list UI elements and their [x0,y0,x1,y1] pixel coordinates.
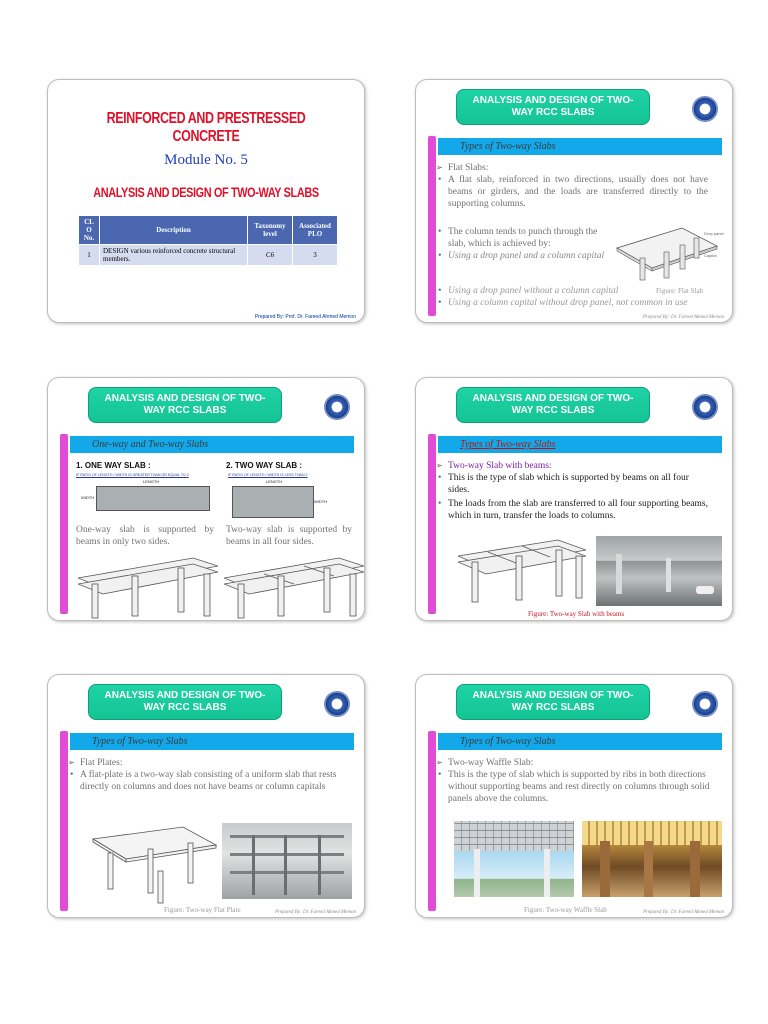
figure-caption: Figure: Two-way Flat Plate [164,906,241,914]
accent-bar [428,731,436,911]
width-label: WIDTH [81,495,95,500]
slide-banner: ANALYSIS AND DESIGN OF TWO-WAY RCC SLABS [456,684,650,720]
flat-plate-building-photo [222,823,352,899]
slide-banner: ANALYSIS AND DESIGN OF TWO-WAY RCC SLABS [88,684,282,720]
two-way-description: Two-way slab is supported by beams in all four sides. [226,525,352,547]
slide-6-waffle-slab [415,674,733,918]
slide-text [68,757,340,793]
photo-column [544,849,550,897]
slide-footer: Prepared By: Dr. Fareed Ahmed Memon [643,910,724,915]
table-header-row [79,216,338,245]
photo-column [644,841,653,897]
two-way-slab-shape [232,486,314,518]
cell-plo: 3 [293,245,338,266]
photo-floor [230,853,344,856]
sub-bullet: • Using a drop panel without a column capital [436,285,728,297]
col-header-plo: Associated PLO [293,216,338,245]
photo-column [252,835,255,895]
university-logo-icon [692,96,718,122]
bullet-paragraph: • The loads from the slab are transferred to all four supporting beams, which in turn, transfer the loads to columns. [436,498,708,522]
accent-bar [428,136,436,316]
bullet-heading: ➢ Flat Slabs: [436,162,708,174]
cell-description: DESIGN various reinforced concrete structural members. [100,245,248,266]
bullet-heading: ➢ Two-way Slab with beams: [436,460,708,472]
accent-bar [428,434,436,614]
photo-column [284,835,287,895]
section-band: Types of Two-way Slabs [70,733,354,750]
col-header-clo: CL O No. [79,216,100,245]
cell-clo: 1 [79,245,100,266]
bullet-heading: ➢ Two-way Waffle Slab: [436,757,728,769]
slide-footer: Prepared By: Dr. Fareed Ahmed Memon [643,315,724,320]
beam-slab-figure [458,536,586,606]
university-logo-icon [692,394,718,420]
course-title: REINFORCED AND PRESTRESSED CONCRETE [106,110,306,145]
col-header-description: Description [100,216,248,245]
bullet-paragraph: • This is the type of slab which is supported by ribs in both directions without supporting beams and rest directly on columns through solid panels above the columns. [436,769,728,805]
photo-column [474,849,480,897]
length-label: LENGTH [266,479,283,484]
waffle-grid [454,821,574,851]
slide-2-flat-slabs [415,79,733,323]
bullet-paragraph: • A flat-plate is a two-way slab consisting of a uniform slab that rests directly on columns and does not have beams or column capitals [68,769,340,793]
bullet-paragraph: • The column tends to punch through the slab, which is achieved by: [436,226,612,250]
slide-banner: ANALYSIS AND DESIGN OF TWO-WAY RCC SLABS [456,89,650,125]
photo-car [696,586,714,594]
one-way-heading: 1. ONE WAY SLAB : [76,461,151,470]
section-band: Types of Two-way Slabs [438,436,722,453]
module-subtitle: ANALYSIS AND DESIGN OF TWO-WAY SLABS [93,184,319,200]
university-logo-icon [324,691,350,717]
photo-column [600,841,610,897]
clo-table [78,215,338,266]
flat-plate-figure [88,825,218,905]
sub-bullet: • Using a drop panel and a column capital [436,250,612,262]
sub-bullet: • Using a column capital without drop panel, not common in use [436,297,728,309]
one-way-rule: IF RATIO OF LENGTH / WIDTH IS GREATER THAN OR EQUAL TO 2 [76,473,189,477]
slide-banner: ANALYSIS AND DESIGN OF TWO-WAY RCC SLABS [456,387,650,423]
section-band: Types of Two-way Slabs [438,138,722,155]
figure-caption: Figure: Two-way Waffle Slab [524,906,607,914]
figure-caption: Figure: Flat Slab [656,287,704,295]
slide-footer: Prepared By: Prof. Dr. Fareed Ahmed Memon [254,314,356,320]
accent-bar [60,731,68,911]
module-number: Module No. 5 [164,152,248,168]
one-way-slab-shape [96,486,210,511]
width-label: WIDTH [314,499,328,504]
section-band: One-way and Two-way Slabs [70,436,354,453]
university-logo-icon [324,394,350,420]
waffle-slab-render [454,821,574,897]
table-row [79,245,338,266]
one-way-description: One-way slab is supported by beams in only two sides. [76,525,214,547]
capital-label: Capital [704,253,717,258]
two-way-beam-figure [224,554,364,620]
slide-footer: Prepared By: Dr. Fareed Ahmed Memon [275,910,356,915]
bullet-heading: ➢ Flat Plates: [68,757,340,769]
photo-column [616,554,622,594]
accent-bar [60,434,68,614]
slide-1-title [47,79,365,323]
section-band: Types of Two-way Slabs [438,733,722,750]
bullet-paragraph: • This is the type of slab which is supported by beams on all four sides. [436,472,708,496]
slide-5-flat-plates [47,674,365,918]
waffle-sky [454,851,574,897]
drop-panel-label: Drop panel [704,231,724,236]
one-way-beam-figure [78,554,218,620]
slide-text [436,460,708,522]
slide-banner: ANALYSIS AND DESIGN OF TWO-WAY RCC SLABS [88,387,282,423]
university-logo-icon [692,691,718,717]
cell-taxonomy: C6 [248,245,293,266]
length-label: LENGTH [143,479,160,484]
parking-structure-photo [596,536,722,606]
slide-4-slab-with-beams [415,377,733,621]
col-header-taxonomy: Taxonomy level [248,216,293,245]
slide-text [436,757,728,805]
photo-column [690,841,700,897]
two-way-rule: IF RATIO OF LENGTH / WIDTH IS LESS THAN 2 [228,473,308,477]
photo-column [666,558,671,592]
slide-text [436,162,708,210]
slide-text-2 [436,226,612,262]
photo-floor [230,835,344,838]
photo-column [318,835,321,895]
slide-3-one-two-way [47,377,365,621]
waffle-interior-photo [582,821,722,897]
bullet-paragraph: • A flat slab, reinforced in two directions, usually does not have beams or girders, and the loads are transferred directly to the supporting columns. [436,174,708,210]
two-way-heading: 2. TWO WAY SLAB : [226,461,303,470]
photo-floor [230,871,344,874]
figure-caption: Figure: Two-way Slab with beams [528,610,625,618]
